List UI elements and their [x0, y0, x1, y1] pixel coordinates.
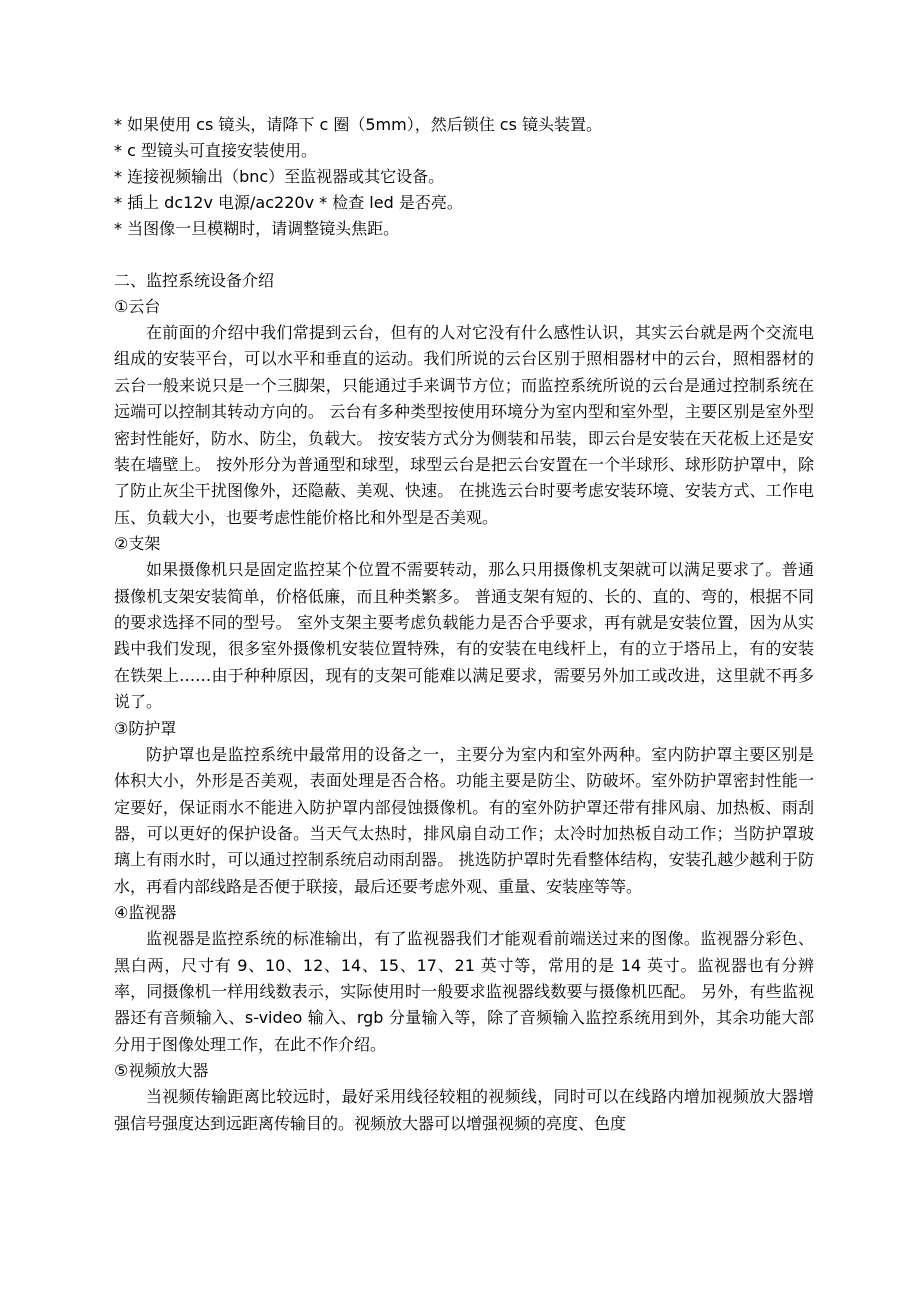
- bullet-item: * c 型镜头可直接安装使用。: [114, 141, 317, 160]
- item-paragraph-jianshiqi: 监视器是监控系统的标准输出，有了监视器我们才能观看前端送过来的图像。监视器分彩色、黑白两，尺寸有 9、10、12、14、15、17、21 英寸等，常用的是 14 英寸。监视器也有分辨率，同摄像机一样用线数表示，实际使用时一般要求监视器线数要与摄像机匹配。 另外，有些监视器还有音频输入、s-video 输入、rgb 分量输入等，除了音频输入监控系统用到外，其余功能大部分用于图像处理工作，在此不作介绍。: [114, 929, 814, 1054]
- bullet-item: * 如果使用 cs 镜头，请降下 c 圈（5mm），然后锁住 cs 镜头装置。: [114, 115, 603, 134]
- document-page: [114, 112, 814, 1137]
- item-paragraph-zhijia: 如果摄像机只是固定监控某个位置不需要转动，那么只用摄像机支架就可以满足要求了。普通摄像机支架安装简单，价格低廉，而且种类繁多。 普通支架有短的、长的、直的、弯的，根据不同的要求选择不同的型号。 室外支架主要考虑负载能力是否合乎要求，再有就是安装位置，因为从实践中我们发现，很多室外摄像机安装位置特殊，有的安装在电线杆上，有的立于塔吊上，有的安装在铁架上……由于种种原因，现有的支架可能难以满足要求，需要另外加工或改进，这里就不再多说了。: [114, 560, 814, 712]
- item-title-yuntai: ①云台: [114, 297, 161, 316]
- item-paragraph-shipin-fangdaqi: 当视频传输距离比较远时，最好采用线径较粗的视频线，同时可以在线路内增加视频放大器增强信号强度达到远距离传输目的。视频放大器可以增强视频的亮度、色度: [114, 1087, 814, 1133]
- blank-line: [114, 242, 814, 268]
- section-title: 二、监控系统设备介绍: [114, 271, 275, 290]
- bullet-item: * 插上 dc12v 电源/ac220v * 检查 led 是否亮。: [114, 193, 463, 212]
- item-title-zhijia: ②支架: [114, 534, 161, 554]
- item-title-shipin-fangdaqi: ⑤视频放大器: [114, 1061, 209, 1081]
- item-paragraph-yuntai: 在前面的介绍中我们常提到云台，但有的人对它没有什么感性认识，其实云台就是两个交流电组成的安装平台，可以水平和垂直的运动。我们所说的云台区别于照相器材中的云台，照相器材的云台一般来说只是一个三脚架，只能通过手来调节方位；而监控系统所说的云台是通过控制系统在远端可以控制其转动方向的。 云台有多种类型按使用环境分为室内型和室外型，主要区别是室外型密封性能好，防水、防尘，负载大。 按安装方式分为侧装和吊装，即云台是安装在天花板上还是安装在墙壁上。 按外形分为普通型和球型，球型云台是把云台安置在一个半球形、球形防护罩中，除了防止灰尘干扰图像外，还隐蔽、美观、快速。 在挑选云台时要考虑安装环境、安装方式、工作电压、负载大小，也要考虑性能价格比和外型是否美观。: [114, 323, 814, 527]
- bullet-item: * 连接视频输出（bnc）至监视器或其它设备。: [114, 167, 445, 186]
- bullet-item: * 当图像一旦模糊时，请调整镜头焦距。: [114, 219, 400, 238]
- item-title-fanghuzhao: ③防护罩: [114, 718, 177, 738]
- item-paragraph-fanghuzhao: 防护罩也是监控系统中最常用的设备之一，主要分为室内和室外两种。室内防护罩主要区别是体积大小，外形是否美观，表面处理是否合格。功能主要是防尘、防破坏。室外防护罩密封性能一定要好，保证雨水不能进入防护罩内部侵蚀摄像机。有的室外防护罩还带有排风扇、加热板、雨刮器，可以更好的保护设备。当天气太热时，排风扇自动工作；太冷时加热板自动工作；当防护罩玻璃上有雨水时，可以通过控制系统启动雨刮器。 挑选防护罩时先看整体结构，安装孔越少越利于防水，再看内部线路是否便于联接，最后还要考虑外观、重量、安装座等等。: [114, 744, 814, 896]
- item-title-jianshiqi: ④监视器: [114, 903, 177, 923]
